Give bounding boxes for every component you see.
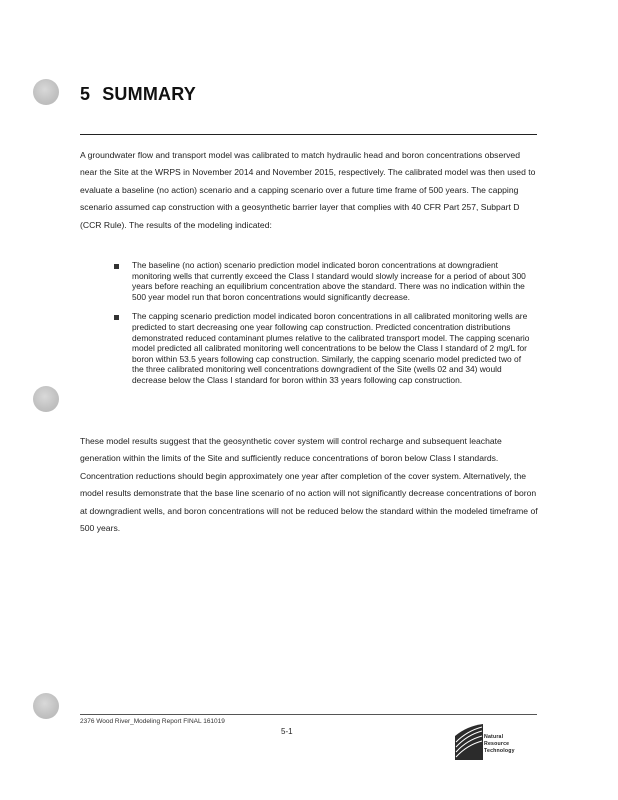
bullet-text: The baseline (no action) scenario prediction model indicated boron concentrations at downgradient monitoring wells that currently exceed the Class I standard would slowly increase for a period of about 300 years before reaching an equilibrium concentration above the standard. There was no indication within the 500 year model run that boron concentrations would significantly decrease. bbox=[132, 260, 526, 302]
footer-rule bbox=[80, 714, 537, 715]
bullet-item-capping bbox=[114, 311, 534, 385]
section-heading bbox=[80, 84, 196, 105]
section-title: SUMMARY bbox=[102, 84, 196, 104]
hole-punch-top bbox=[33, 79, 59, 105]
bullet-marker bbox=[114, 264, 119, 269]
hole-punch-bottom bbox=[33, 693, 59, 719]
intro-paragraph: A groundwater flow and transport model was calibrated to match hydraulic head and boron concentrations observed near the Site at the WRPS in November 2014 and November 2015, respectively. The calibrated model was then used to evaluate a baseline (no action) scenario and a capping scenario over a future time frame of 500 years. The capping scenario assumed cap construction with a geosynthetic barrier layer that complies with 40 CFR Part 257, Subpart D (CCR Rule). The results of the modeling indicated: bbox=[80, 150, 536, 230]
bullet-item-baseline bbox=[114, 260, 534, 302]
logo-line-natural: Natural bbox=[484, 734, 504, 740]
logo-line-technology: Technology bbox=[484, 748, 515, 755]
footer-document-name: 2376 Wood River_Modeling Report FINAL 161019 bbox=[80, 718, 225, 725]
conclusion-paragraph: These model results suggest that the geosynthetic cover system will control recharge and subsequent leachate generation within the limits of the Site and sufficiently reduce concentrations of boron below Class I standards. Concentration reductions should begin approximately one year after completion of the cover system. Alternatively, the model results demonstrate that the base line scenario of no action will not significantly decrease concentrations of boron at downgradient wells, and boron concentrations will not be reduced below the standard within the modeled timeframe of 500 years. bbox=[80, 436, 538, 534]
logo-line-resource: Resource bbox=[484, 741, 510, 748]
bullet-marker bbox=[114, 315, 119, 320]
results-bullet-list bbox=[114, 260, 534, 395]
heading-rule bbox=[80, 134, 537, 135]
hole-punch-middle bbox=[33, 386, 59, 412]
section-number: 5 bbox=[80, 84, 91, 104]
page-number: 5-1 bbox=[281, 727, 293, 736]
bullet-text: The capping scenario prediction model indicated boron concentrations in all calibrated monitoring wells are predicted to start decreasing one year following cap construction. Predicted concentration distributions demonstrated reduced contaminant plumes relative to the calibrated transport model. The capping scenario model predicted all calibrated monitoring well concentrations to be below the Class I standard of 2 mg/L for boron within 53.5 years following cap construction. Similarly, the capping scenario model predicted two of the three calibrated monitoring well concentrations downgradient of the Site (wells 02 and 34) would decrease below the Class I standard for boron within 33 years following cap construction. bbox=[132, 311, 530, 385]
logo-wordmark bbox=[484, 734, 515, 756]
